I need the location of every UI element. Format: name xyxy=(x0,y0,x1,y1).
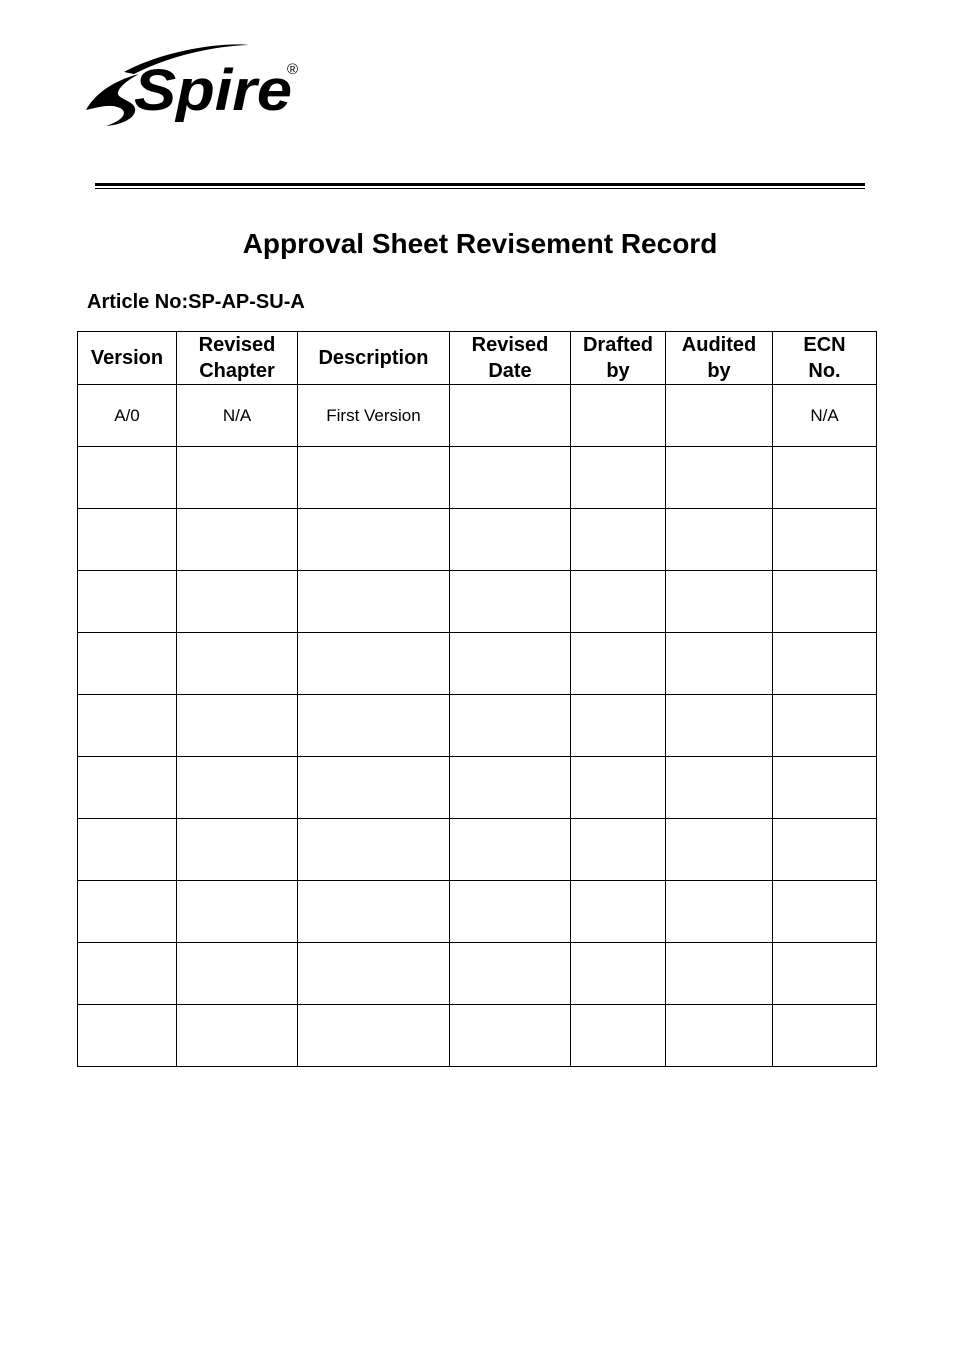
table-cell xyxy=(773,633,877,695)
table-cell xyxy=(571,881,666,943)
table-cell xyxy=(571,509,666,571)
table-cell xyxy=(78,1005,177,1067)
table-cell xyxy=(298,695,450,757)
table-cell xyxy=(298,943,450,1005)
table-cell xyxy=(78,633,177,695)
table-cell xyxy=(666,1005,773,1067)
header-description: Description xyxy=(298,332,450,385)
table-row xyxy=(78,571,877,633)
table-cell xyxy=(666,881,773,943)
table-cell xyxy=(298,1005,450,1067)
table-cell xyxy=(773,757,877,819)
table-cell xyxy=(666,757,773,819)
table-header-row xyxy=(78,332,877,385)
table-cell xyxy=(666,447,773,509)
table-row xyxy=(78,819,877,881)
table-cell xyxy=(177,695,298,757)
table-cell xyxy=(571,633,666,695)
table-cell xyxy=(666,509,773,571)
table-cell xyxy=(78,571,177,633)
table-cell xyxy=(773,1005,877,1067)
table-row xyxy=(78,509,877,571)
header-audited-by: Audited by xyxy=(666,332,773,385)
registered-mark: ® xyxy=(287,61,299,78)
table-cell xyxy=(773,819,877,881)
spire-logo xyxy=(84,40,304,130)
header-revised-date: Revised Date xyxy=(450,332,571,385)
article-number: Article No:SP-AP-SU-A xyxy=(87,291,305,313)
table-cell: First Version xyxy=(298,385,450,447)
table-cell: N/A xyxy=(177,385,298,447)
table-cell xyxy=(177,819,298,881)
table-cell xyxy=(666,819,773,881)
header-rule-thick xyxy=(95,183,865,186)
table-cell xyxy=(571,819,666,881)
table-cell xyxy=(177,633,298,695)
table-cell xyxy=(177,509,298,571)
table-cell xyxy=(450,385,571,447)
table-cell xyxy=(450,571,571,633)
table-cell xyxy=(773,943,877,1005)
table-cell xyxy=(298,819,450,881)
table-cell xyxy=(298,633,450,695)
table-cell xyxy=(78,447,177,509)
table-cell xyxy=(773,509,877,571)
table-cell xyxy=(571,1005,666,1067)
header-version: Version xyxy=(78,332,177,385)
table-body xyxy=(78,385,877,1067)
table-cell xyxy=(450,881,571,943)
table-cell: N/A xyxy=(773,385,877,447)
table-cell xyxy=(571,943,666,1005)
table-cell xyxy=(666,695,773,757)
table-row xyxy=(78,695,877,757)
table-cell xyxy=(773,571,877,633)
table-cell xyxy=(78,881,177,943)
table-cell xyxy=(78,943,177,1005)
table-cell xyxy=(78,819,177,881)
table-row xyxy=(78,881,877,943)
table-cell xyxy=(298,881,450,943)
table-cell xyxy=(571,757,666,819)
table-row xyxy=(78,943,877,1005)
table-cell xyxy=(666,633,773,695)
table-cell xyxy=(298,447,450,509)
table-cell xyxy=(177,571,298,633)
table-cell xyxy=(450,633,571,695)
table-cell xyxy=(298,509,450,571)
table-cell xyxy=(450,1005,571,1067)
table-cell xyxy=(773,881,877,943)
table-row xyxy=(78,447,877,509)
table-cell xyxy=(666,385,773,447)
table-cell: A/0 xyxy=(78,385,177,447)
table-cell xyxy=(78,509,177,571)
table-cell xyxy=(450,695,571,757)
table-cell xyxy=(177,943,298,1005)
table-row xyxy=(78,1005,877,1067)
table-cell xyxy=(450,757,571,819)
table-row xyxy=(78,757,877,819)
table-cell xyxy=(177,757,298,819)
table-cell xyxy=(666,571,773,633)
header-revised-chapter: Revised Chapter xyxy=(177,332,298,385)
table-cell xyxy=(571,385,666,447)
table-cell xyxy=(450,819,571,881)
revision-table xyxy=(77,331,877,1067)
table-cell xyxy=(177,447,298,509)
table-cell xyxy=(666,943,773,1005)
table-cell xyxy=(571,571,666,633)
header-drafted-by: Drafted by xyxy=(571,332,666,385)
table-cell xyxy=(450,943,571,1005)
table-cell xyxy=(773,447,877,509)
table-cell xyxy=(571,695,666,757)
document-title: Approval Sheet Revisement Record xyxy=(242,228,718,259)
table-cell xyxy=(298,571,450,633)
table-cell xyxy=(773,695,877,757)
table-cell xyxy=(298,757,450,819)
table-cell xyxy=(450,447,571,509)
table-cell xyxy=(177,1005,298,1067)
brand-wordmark: Spire xyxy=(134,58,292,123)
table-cell xyxy=(177,881,298,943)
table-cell xyxy=(450,509,571,571)
table-cell xyxy=(571,447,666,509)
header-rule-thin xyxy=(95,188,865,189)
table-row xyxy=(78,385,877,447)
table-cell xyxy=(78,757,177,819)
table-cell xyxy=(78,695,177,757)
header-ecn-no: ECN No. xyxy=(773,332,877,385)
table-row xyxy=(78,633,877,695)
